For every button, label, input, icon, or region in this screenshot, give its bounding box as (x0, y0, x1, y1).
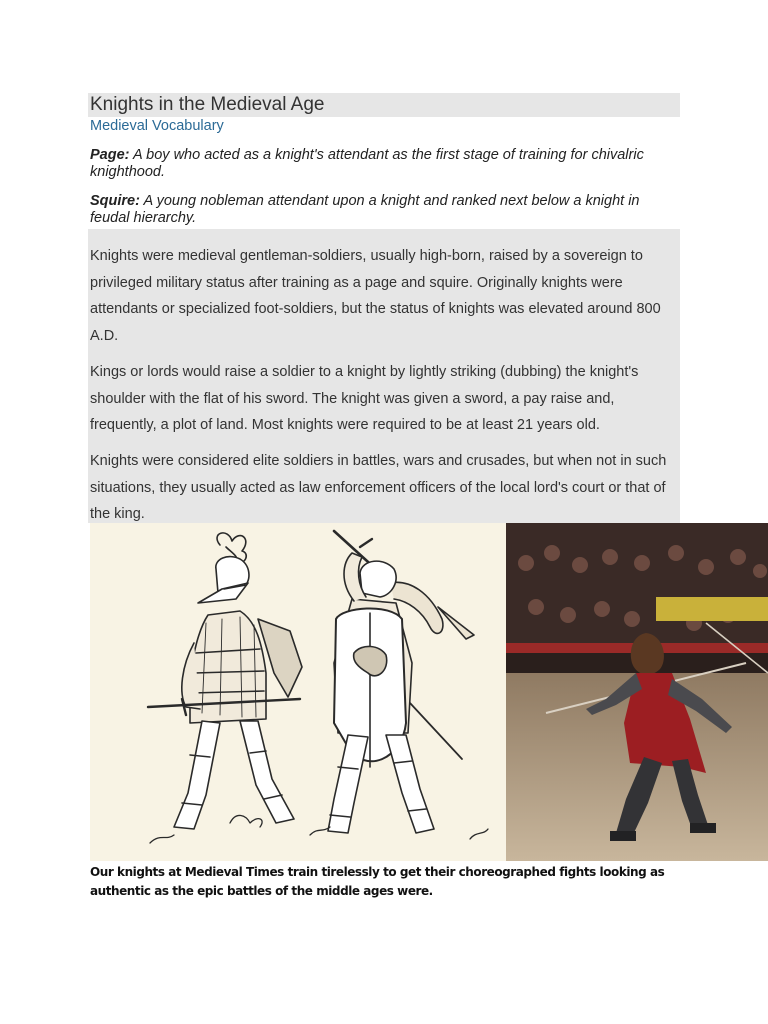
section-subtitle: Medieval Vocabulary (90, 118, 224, 134)
image-caption: Our knights at Medieval Times train tirelessly to get their choreographed fights looking as authentic as the epic battles of the middle ages were. (90, 865, 665, 898)
paragraph: Knights were medieval gentleman-soldiers, usually high-born, raised by a sovereign to privileged military status after training as a page and squire. Originally knights were attendants or specialized foot-soldiers, but the status of knights was elevated around 800 A.D. (90, 248, 661, 344)
page-title: Knights in the Medieval Age (88, 93, 680, 117)
arena-knight-photo (506, 523, 768, 861)
left-knight-figure (148, 533, 302, 829)
vocab-entry-page (90, 147, 676, 181)
arena-knight-photo-svg (506, 523, 768, 861)
vocab-definition: A young nobleman attendant upon a knight and ranked next below a knight in feudal hierarchy. (90, 193, 640, 226)
vocab-term: Squire: (90, 193, 140, 209)
paragraph: Knights were considered elite soldiers in battles, wars and crusades, but when not in such situations, they usually acted as law enforcement officers of the local lord's court or that of the king. (90, 453, 667, 522)
knights-illustration-svg (90, 523, 506, 861)
knights-illustration (90, 523, 506, 861)
vocab-term: Page: (90, 147, 130, 163)
vocab-definition: A boy who acted as a knight's attendant as the first stage of training for chivalric knighthood. (90, 147, 644, 180)
vocab-entry-squire (90, 193, 676, 227)
right-knight-figure (328, 531, 474, 833)
paragraph: Kings or lords would raise a soldier to a knight by lightly striking (dubbing) the knight's shoulder with the flat of his sword. The knight was given a sword, a pay raise and, frequently, a plot of land. Most knights were required to be at least 21 years old. (90, 364, 639, 433)
